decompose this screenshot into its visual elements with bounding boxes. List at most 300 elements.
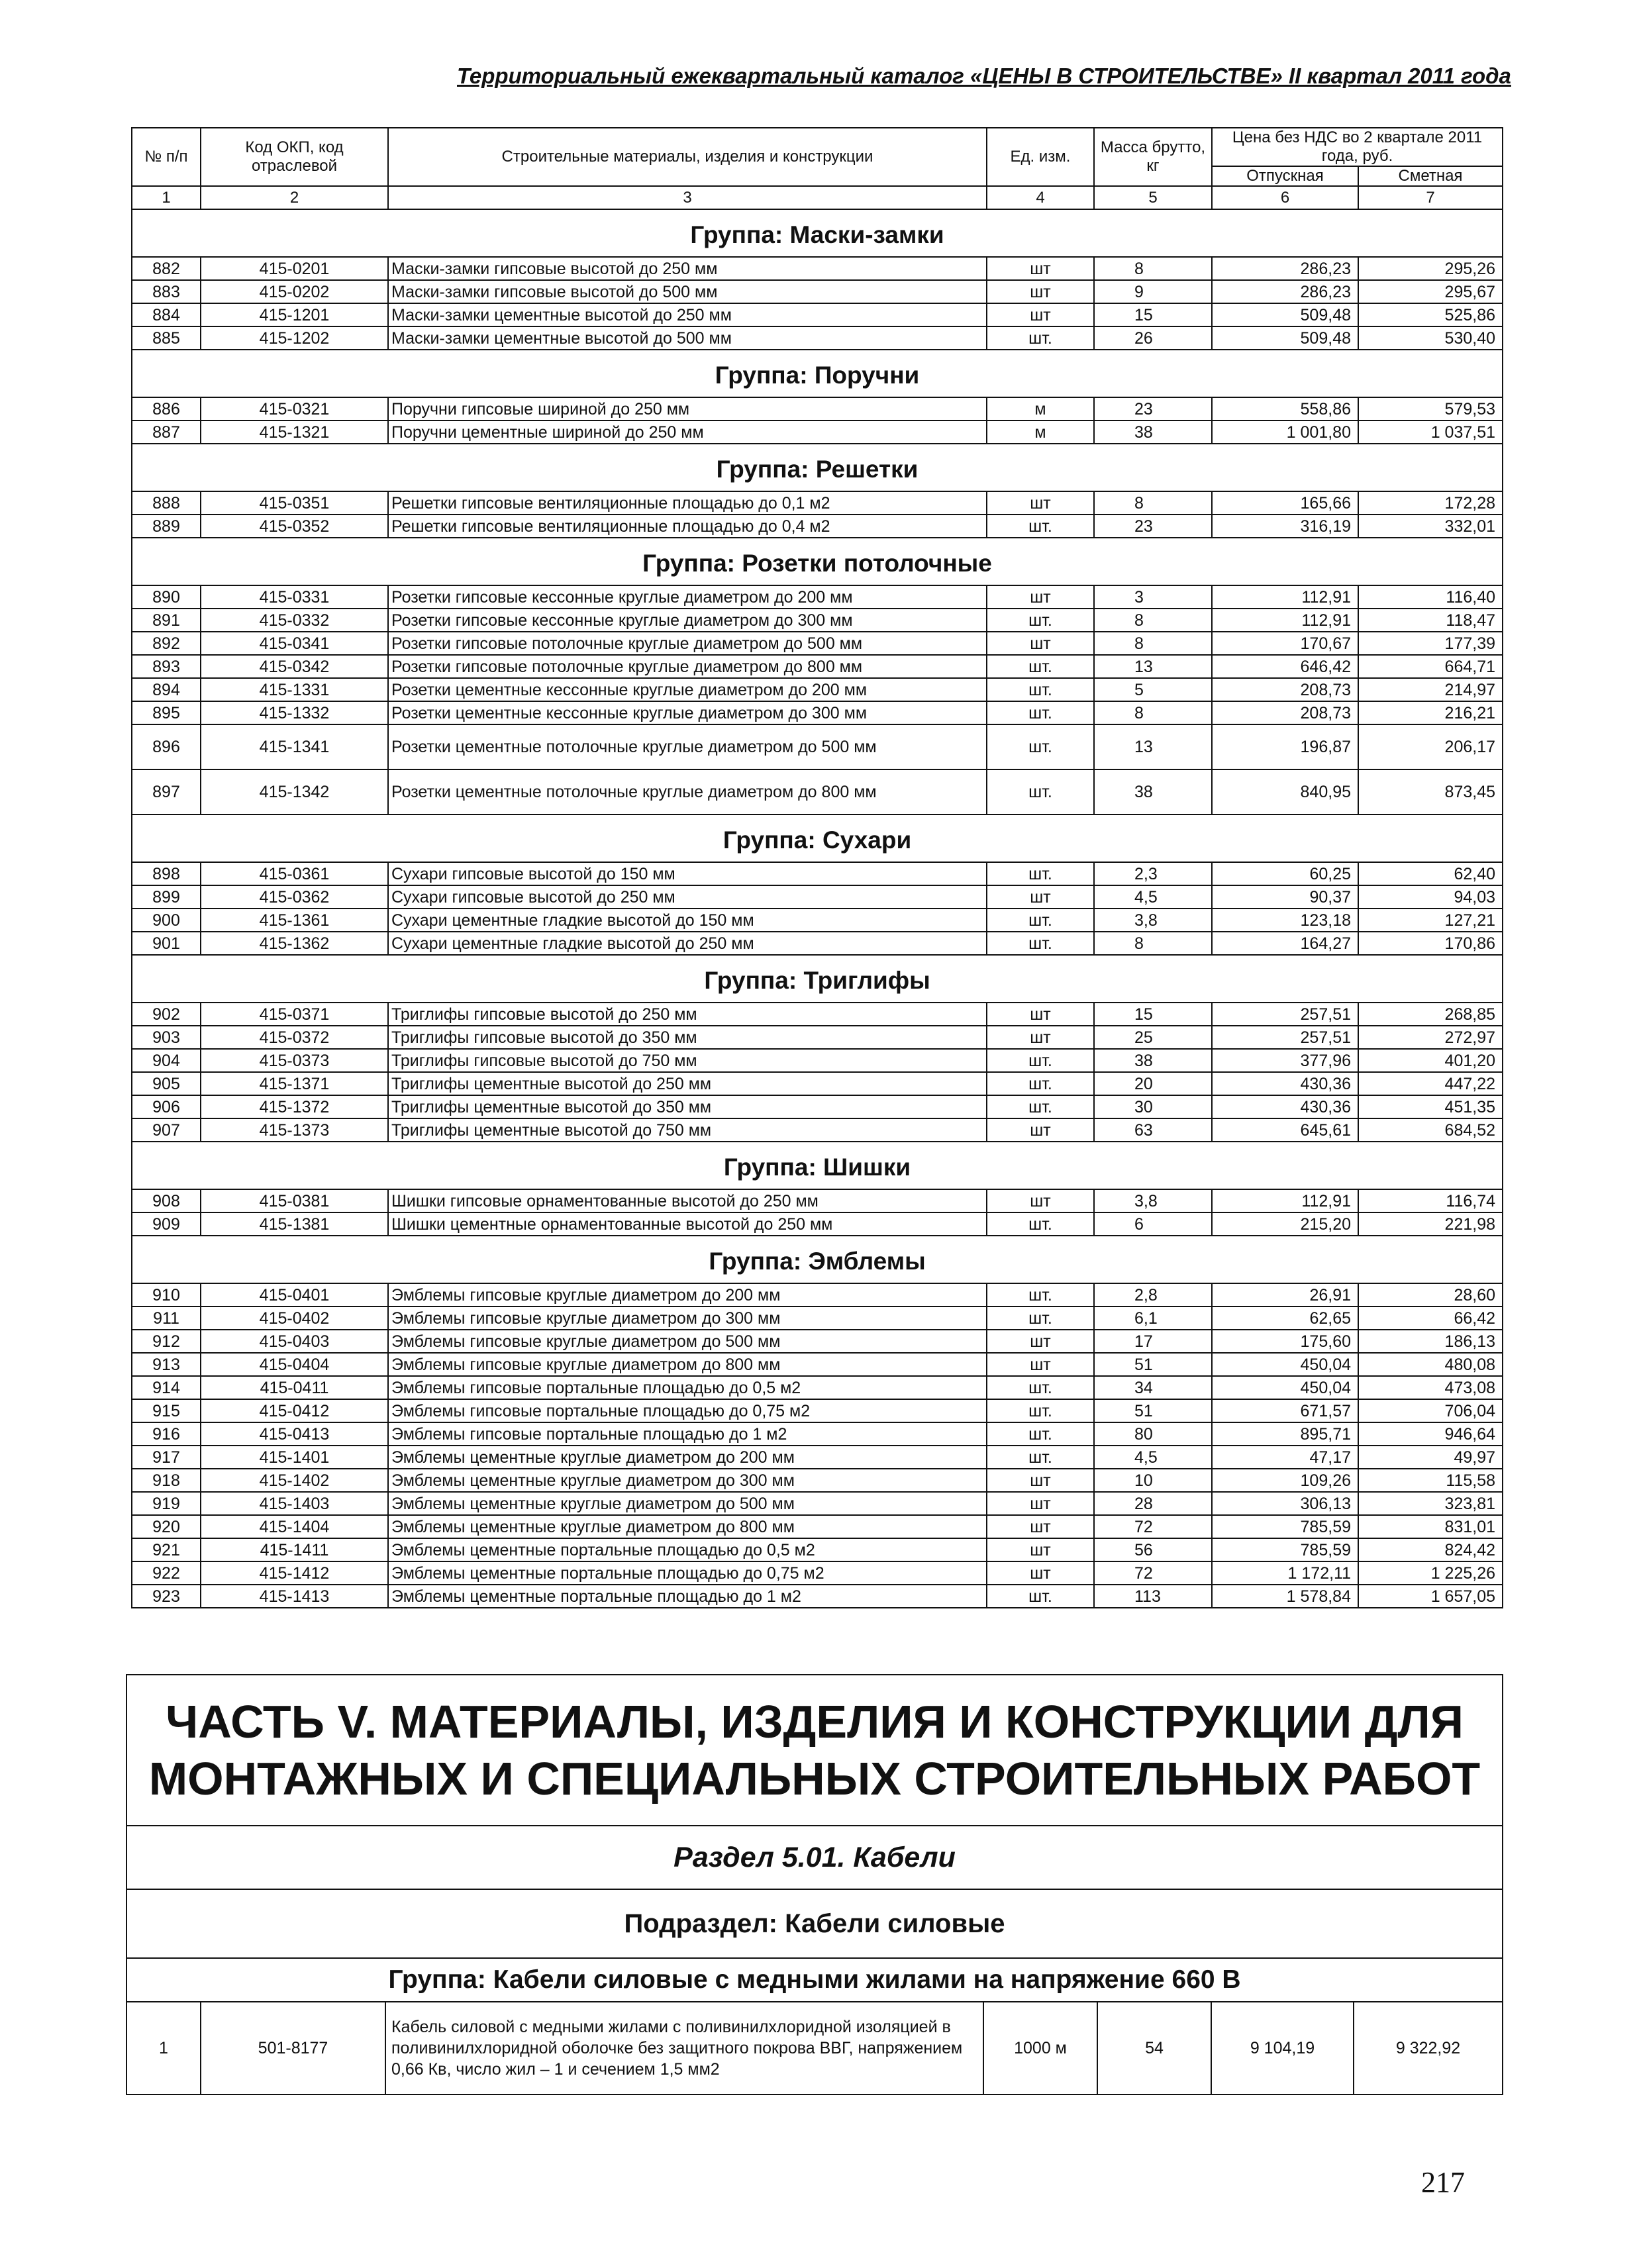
row-code: 415-0361	[201, 862, 388, 885]
row-unit: шт.	[987, 724, 1094, 769]
row-name: Розетки цементные кессонные круглые диаметром до 300 мм	[388, 701, 987, 724]
row-name: Триглифы цементные высотой до 750 мм	[388, 1118, 987, 1142]
row-name: Розетки гипсовые потолочные круглые диаметром до 500 мм	[388, 632, 987, 655]
table-row	[132, 632, 1503, 655]
table-row	[132, 585, 1503, 609]
row-mass: 25	[1094, 1026, 1212, 1049]
col-index: 1	[132, 186, 201, 209]
row-release-price: 509,48	[1212, 303, 1358, 326]
row-num: 884	[132, 303, 201, 326]
row-name: Шишки цементные орнаментованные высотой до 250 мм	[388, 1212, 987, 1236]
group-title: Группа: Сухари	[132, 814, 1503, 862]
col-num-header: № п/п	[132, 128, 201, 186]
row-name: Триглифы гипсовые высотой до 250 мм	[388, 1003, 987, 1026]
row-num: 905	[132, 1072, 201, 1095]
col-mass-header: Масса брутто, кг	[1094, 128, 1212, 186]
table-row	[132, 1095, 1503, 1118]
row-mass: 13	[1094, 724, 1212, 769]
row-num: 920	[132, 1515, 201, 1538]
row-release-price: 175,60	[1212, 1330, 1358, 1353]
row-release-price: 646,42	[1212, 655, 1358, 678]
table-header	[132, 128, 1503, 209]
row-name: Розетки гипсовые потолочные круглые диаметром до 800 мм	[388, 655, 987, 678]
row-name: Кабель силовой с медными жилами с поливинилхлоридной изоляцией в поливинилхлоридной оболочке без защитного покрова ВВГ, напряжением 0,66 Кв, число жил – 1 и сечением 1,5 мм2	[385, 2002, 983, 2095]
row-code: 415-0404	[201, 1353, 388, 1376]
row-mass: 5	[1094, 678, 1212, 701]
row-unit: шт.	[987, 1585, 1094, 1608]
row-code: 415-1372	[201, 1095, 388, 1118]
row-estimate-price: 116,74	[1358, 1189, 1503, 1212]
row-estimate-price: 447,22	[1358, 1072, 1503, 1095]
row-unit: шт	[987, 632, 1094, 655]
row-mass: 51	[1094, 1399, 1212, 1422]
row-estimate-price: 66,42	[1358, 1307, 1503, 1330]
row-name: Эмблемы гипсовые круглые диаметром до 800 мм	[388, 1353, 987, 1376]
table-row	[132, 932, 1503, 955]
row-estimate-price: 1 037,51	[1358, 420, 1503, 444]
row-mass: 10	[1094, 1469, 1212, 1492]
row-unit: шт	[987, 1026, 1094, 1049]
row-unit: шт.	[987, 1376, 1094, 1399]
row-code: 415-0342	[201, 655, 388, 678]
row-name: Эмблемы цементные портальные площадью до 0,75 м2	[388, 1561, 987, 1585]
table-row	[132, 1003, 1503, 1026]
row-release-price: 286,23	[1212, 280, 1358, 303]
row-estimate-price: 172,28	[1358, 491, 1503, 515]
row-mass: 51	[1094, 1353, 1212, 1376]
row-mass: 6	[1094, 1212, 1212, 1236]
row-num: 904	[132, 1049, 201, 1072]
row-code: 415-0411	[201, 1376, 388, 1399]
row-estimate-price: 664,71	[1358, 655, 1503, 678]
row-release-price: 558,86	[1212, 397, 1358, 420]
group-title: Группа: Шишки	[132, 1142, 1503, 1189]
row-num: 901	[132, 932, 201, 955]
row-name: Триглифы цементные высотой до 250 мм	[388, 1072, 987, 1095]
row-release-price: 109,26	[1212, 1469, 1358, 1492]
row-mass: 4,5	[1094, 885, 1212, 909]
row-num: 912	[132, 1330, 201, 1353]
row-name: Эмблемы цементные круглые диаметром до 200 мм	[388, 1446, 987, 1469]
section-title: Раздел 5.01. Кабели	[126, 1826, 1503, 1889]
row-mass: 9	[1094, 280, 1212, 303]
col-release-header: Отпускная	[1212, 166, 1358, 186]
row-num: 886	[132, 397, 201, 420]
group-title: Группа: Триглифы	[132, 955, 1503, 1003]
row-code: 415-1404	[201, 1515, 388, 1538]
row-estimate-price: 824,42	[1358, 1538, 1503, 1561]
row-name: Розетки цементные потолочные круглые диаметром до 500 мм	[388, 724, 987, 769]
row-num: 887	[132, 420, 201, 444]
table-row	[132, 303, 1503, 326]
row-mass: 23	[1094, 515, 1212, 538]
row-mass: 30	[1094, 1095, 1212, 1118]
row-unit: шт.	[987, 1072, 1094, 1095]
row-release-price: 208,73	[1212, 701, 1358, 724]
table-row	[132, 678, 1503, 701]
row-code: 415-1331	[201, 678, 388, 701]
row-mass: 34	[1094, 1376, 1212, 1399]
row-unit: шт.	[987, 1212, 1094, 1236]
row-code: 415-0332	[201, 609, 388, 632]
table-row	[132, 1118, 1503, 1142]
row-unit: м	[987, 397, 1094, 420]
row-code: 415-1402	[201, 1469, 388, 1492]
row-code: 415-0202	[201, 280, 388, 303]
row-name: Шишки гипсовые орнаментованные высотой до 250 мм	[388, 1189, 987, 1212]
row-unit: шт	[987, 303, 1094, 326]
col-index: 7	[1358, 186, 1503, 209]
col-estimate-header: Сметная	[1358, 166, 1503, 186]
row-code: 415-0413	[201, 1422, 388, 1446]
row-release-price: 257,51	[1212, 1026, 1358, 1049]
row-release-price: 509,48	[1212, 326, 1358, 350]
row-name: Маски-замки цементные высотой до 250 мм	[388, 303, 987, 326]
row-unit: шт	[987, 1189, 1094, 1212]
table-row	[132, 1585, 1503, 1608]
row-release-price: 1 578,84	[1212, 1585, 1358, 1608]
table-row	[132, 655, 1503, 678]
row-release-price: 112,91	[1212, 609, 1358, 632]
row-estimate-price: 401,20	[1358, 1049, 1503, 1072]
row-num: 896	[132, 724, 201, 769]
row-name: Эмблемы гипсовые круглые диаметром до 500 мм	[388, 1330, 987, 1353]
row-unit: шт	[987, 885, 1094, 909]
row-estimate-price: 221,98	[1358, 1212, 1503, 1236]
row-name: Триглифы цементные высотой до 350 мм	[388, 1095, 987, 1118]
row-code: 415-1411	[201, 1538, 388, 1561]
table-row	[132, 280, 1503, 303]
row-release-price: 196,87	[1212, 724, 1358, 769]
row-mass: 38	[1094, 420, 1212, 444]
row-code: 415-1371	[201, 1072, 388, 1095]
table-row	[132, 1072, 1503, 1095]
row-name: Поручни гипсовые шириной до 250 мм	[388, 397, 987, 420]
row-num: 913	[132, 1353, 201, 1376]
table-row	[132, 1399, 1503, 1422]
row-estimate-price: 9 322,92	[1354, 2002, 1503, 2095]
row-unit: шт.	[987, 609, 1094, 632]
row-name: Сухари гипсовые высотой до 150 мм	[388, 862, 987, 885]
row-estimate-price: 127,21	[1358, 909, 1503, 932]
row-estimate-price: 332,01	[1358, 515, 1503, 538]
col-unit-header: Ед. изм.	[987, 128, 1094, 186]
row-mass: 56	[1094, 1538, 1212, 1561]
row-code: 415-1403	[201, 1492, 388, 1515]
row-mass: 13	[1094, 655, 1212, 678]
row-num: 899	[132, 885, 201, 909]
row-name: Маски-замки гипсовые высотой до 500 мм	[388, 280, 987, 303]
row-release-price: 90,37	[1212, 885, 1358, 909]
row-num: 900	[132, 909, 201, 932]
row-mass: 15	[1094, 1003, 1212, 1026]
catalog-header: Территориальный ежеквартальный каталог «ЦЕНЫ В СТРОИТЕЛЬСТВЕ» II квартал 2011 года	[457, 64, 1511, 88]
table-row	[132, 491, 1503, 515]
row-release-price: 430,36	[1212, 1095, 1358, 1118]
table-row	[132, 1353, 1503, 1376]
row-mass: 23	[1094, 397, 1212, 420]
row-code: 415-0381	[201, 1189, 388, 1212]
row-estimate-price: 268,85	[1358, 1003, 1503, 1026]
row-name: Маски-замки гипсовые высотой до 250 мм	[388, 257, 987, 280]
row-num: 908	[132, 1189, 201, 1212]
table-row	[132, 909, 1503, 932]
row-release-price: 1 001,80	[1212, 420, 1358, 444]
row-name: Сухари гипсовые высотой до 250 мм	[388, 885, 987, 909]
row-release-price: 450,04	[1212, 1353, 1358, 1376]
row-name: Розетки гипсовые кессонные круглые диаметром до 300 мм	[388, 609, 987, 632]
col-code-header: Код ОКП, код отраслевой	[201, 128, 388, 186]
row-estimate-price: 49,97	[1358, 1446, 1503, 1469]
col-index: 6	[1212, 186, 1358, 209]
row-mass: 8	[1094, 257, 1212, 280]
col-index: 5	[1094, 186, 1212, 209]
row-num: 922	[132, 1561, 201, 1585]
row-unit: шт.	[987, 655, 1094, 678]
col-index: 3	[388, 186, 987, 209]
table-row	[132, 1026, 1503, 1049]
row-unit: шт.	[987, 1446, 1094, 1469]
table-row	[132, 701, 1503, 724]
row-estimate-price: 684,52	[1358, 1118, 1503, 1142]
row-estimate-price: 706,04	[1358, 1399, 1503, 1422]
row-num: 893	[132, 655, 201, 678]
table-row	[132, 1330, 1503, 1353]
table-row	[132, 769, 1503, 814]
row-estimate-price: 28,60	[1358, 1283, 1503, 1307]
row-release-price: 165,66	[1212, 491, 1358, 515]
row-mass: 3,8	[1094, 1189, 1212, 1212]
row-mass: 54	[1097, 2002, 1211, 2095]
row-estimate-price: 473,08	[1358, 1376, 1503, 1399]
row-estimate-price: 1 225,26	[1358, 1561, 1503, 1585]
row-release-price: 60,25	[1212, 862, 1358, 885]
row-mass: 38	[1094, 769, 1212, 814]
table-row	[132, 397, 1503, 420]
row-unit: шт.	[987, 1095, 1094, 1118]
row-name: Поручни цементные шириной до 250 мм	[388, 420, 987, 444]
row-release-price: 316,19	[1212, 515, 1358, 538]
row-unit: шт.	[987, 1283, 1094, 1307]
row-release-price: 785,59	[1212, 1515, 1358, 1538]
row-code: 415-0341	[201, 632, 388, 655]
row-unit: шт	[987, 1492, 1094, 1515]
row-code: 415-1201	[201, 303, 388, 326]
row-code: 415-0371	[201, 1003, 388, 1026]
row-unit: шт	[987, 1469, 1094, 1492]
row-mass: 3,8	[1094, 909, 1212, 932]
row-estimate-price: 216,21	[1358, 701, 1503, 724]
row-num: 897	[132, 769, 201, 814]
row-num: 889	[132, 515, 201, 538]
table-row	[132, 1283, 1503, 1307]
row-name: Эмблемы цементные круглые диаметром до 300 мм	[388, 1469, 987, 1492]
row-num: 883	[132, 280, 201, 303]
row-estimate-price: 451,35	[1358, 1095, 1503, 1118]
row-mass: 63	[1094, 1118, 1212, 1142]
table-row	[132, 326, 1503, 350]
row-code: 415-1342	[201, 769, 388, 814]
row-unit: шт.	[987, 1399, 1094, 1422]
row-release-price: 9 104,19	[1211, 2002, 1354, 2095]
row-unit: шт.	[987, 932, 1094, 955]
row-mass: 8	[1094, 609, 1212, 632]
row-name: Маски-замки цементные высотой до 500 мм	[388, 326, 987, 350]
row-num: 911	[132, 1307, 201, 1330]
row-estimate-price: 118,47	[1358, 609, 1503, 632]
row-name: Эмблемы гипсовые круглые диаметром до 300 мм	[388, 1307, 987, 1330]
row-num: 921	[132, 1538, 201, 1561]
row-mass: 6,1	[1094, 1307, 1212, 1330]
row-unit: шт	[987, 1353, 1094, 1376]
row-release-price: 377,96	[1212, 1049, 1358, 1072]
row-mass: 80	[1094, 1422, 1212, 1446]
table-row	[132, 885, 1503, 909]
row-num: 910	[132, 1283, 201, 1307]
row-unit: шт.	[987, 1049, 1094, 1072]
row-unit: шт	[987, 1515, 1094, 1538]
page-number: 217	[1421, 2166, 1465, 2198]
row-num: 902	[132, 1003, 201, 1026]
row-unit: шт.	[987, 862, 1094, 885]
row-code: 501-8177	[201, 2002, 385, 2095]
row-release-price: 26,91	[1212, 1283, 1358, 1307]
table-row	[126, 2002, 1503, 2095]
row-name: Эмблемы цементные круглые диаметром до 800 мм	[388, 1515, 987, 1538]
row-estimate-price: 206,17	[1358, 724, 1503, 769]
row-estimate-price: 323,81	[1358, 1492, 1503, 1515]
row-code: 415-0403	[201, 1330, 388, 1353]
cable-group-title: Группа: Кабели силовые с медными жилами на напряжение 660 В	[126, 1958, 1503, 2002]
row-code: 415-1401	[201, 1446, 388, 1469]
row-estimate-price: 115,58	[1358, 1469, 1503, 1492]
row-num: 916	[132, 1422, 201, 1446]
row-code: 415-0321	[201, 397, 388, 420]
row-estimate-price: 177,39	[1358, 632, 1503, 655]
row-code: 415-1341	[201, 724, 388, 769]
row-unit: шт	[987, 1118, 1094, 1142]
subsection-title: Подраздел: Кабели силовые	[126, 1889, 1503, 1958]
table-row	[132, 1376, 1503, 1399]
row-code: 415-0352	[201, 515, 388, 538]
row-num: 919	[132, 1492, 201, 1515]
table-row	[132, 1538, 1503, 1561]
row-name: Эмблемы цементные портальные площадью до 1 м2	[388, 1585, 987, 1608]
row-estimate-price: 116,40	[1358, 585, 1503, 609]
row-mass: 15	[1094, 303, 1212, 326]
row-num: 895	[132, 701, 201, 724]
row-code: 415-1361	[201, 909, 388, 932]
table-row	[132, 1561, 1503, 1585]
row-mass: 26	[1094, 326, 1212, 350]
row-estimate-price: 579,53	[1358, 397, 1503, 420]
row-name: Розетки цементные кессонные круглые диаметром до 200 мм	[388, 678, 987, 701]
row-num: 906	[132, 1095, 201, 1118]
row-estimate-price: 480,08	[1358, 1353, 1503, 1376]
table-row	[132, 1492, 1503, 1515]
row-name: Сухари цементные гладкие высотой до 150 мм	[388, 909, 987, 932]
table-row	[132, 724, 1503, 769]
part-title: ЧАСТЬ V. МАТЕРИАЛЫ, ИЗДЕЛИЯ И КОНСТРУКЦИИ ДЛЯ МОНТАЖНЫХ И СПЕЦИАЛЬНЫХ СТРОИТЕЛЬНЫХ РАБОТ	[126, 1675, 1503, 1826]
row-estimate-price: 1 657,05	[1358, 1585, 1503, 1608]
row-code: 415-1412	[201, 1561, 388, 1585]
row-name: Решетки гипсовые вентиляционные площадью до 0,4 м2	[388, 515, 987, 538]
row-unit: м	[987, 420, 1094, 444]
row-mass: 2,3	[1094, 862, 1212, 885]
row-unit: шт	[987, 280, 1094, 303]
row-estimate-price: 170,86	[1358, 932, 1503, 955]
table-row	[132, 1189, 1503, 1212]
row-mass: 20	[1094, 1072, 1212, 1095]
row-mass: 8	[1094, 491, 1212, 515]
row-mass: 72	[1094, 1515, 1212, 1538]
row-release-price: 123,18	[1212, 909, 1358, 932]
row-num: 885	[132, 326, 201, 350]
table-row	[132, 609, 1503, 632]
row-release-price: 112,91	[1212, 1189, 1358, 1212]
part-section-table	[126, 1674, 1503, 2095]
row-unit: шт	[987, 1561, 1094, 1585]
row-release-price: 208,73	[1212, 678, 1358, 701]
row-release-price: 112,91	[1212, 585, 1358, 609]
row-name: Решетки гипсовые вентиляционные площадью до 0,1 м2	[388, 491, 987, 515]
row-num: 1	[126, 2002, 201, 2095]
row-estimate-price: 272,97	[1358, 1026, 1503, 1049]
table-row	[132, 862, 1503, 885]
row-code: 415-0372	[201, 1026, 388, 1049]
row-mass: 2,8	[1094, 1283, 1212, 1307]
group-title: Группа: Розетки потолочные	[132, 538, 1503, 585]
row-name: Розетки гипсовые кессонные круглые диаметром до 200 мм	[388, 585, 987, 609]
row-num: 882	[132, 257, 201, 280]
row-code: 415-0412	[201, 1399, 388, 1422]
row-mass: 113	[1094, 1585, 1212, 1608]
row-name: Эмблемы гипсовые портальные площадью до 0,5 м2	[388, 1376, 987, 1399]
row-unit: шт	[987, 257, 1094, 280]
row-unit: шт	[987, 491, 1094, 515]
col-price-header: Цена без НДС во 2 квартале 2011 года, руб.	[1212, 128, 1503, 166]
group-title: Группа: Решетки	[132, 444, 1503, 491]
table-row	[132, 420, 1503, 444]
row-mass: 8	[1094, 932, 1212, 955]
col-index: 2	[201, 186, 388, 209]
row-code: 415-1373	[201, 1118, 388, 1142]
row-mass: 8	[1094, 632, 1212, 655]
row-name: Сухари цементные гладкие высотой до 250 мм	[388, 932, 987, 955]
row-release-price: 645,61	[1212, 1118, 1358, 1142]
row-num: 892	[132, 632, 201, 655]
row-code: 415-1202	[201, 326, 388, 350]
row-release-price: 430,36	[1212, 1072, 1358, 1095]
row-release-price: 62,65	[1212, 1307, 1358, 1330]
row-release-price: 450,04	[1212, 1376, 1358, 1399]
row-code: 415-0362	[201, 885, 388, 909]
row-num: 898	[132, 862, 201, 885]
table-row	[132, 1469, 1503, 1492]
row-name: Эмблемы цементные портальные площадью до 0,5 м2	[388, 1538, 987, 1561]
table-row	[132, 1446, 1503, 1469]
row-unit: шт.	[987, 701, 1094, 724]
row-unit: 1000 м	[983, 2002, 1097, 2095]
row-unit: шт.	[987, 769, 1094, 814]
row-num: 918	[132, 1469, 201, 1492]
row-estimate-price: 525,86	[1358, 303, 1503, 326]
row-release-price: 785,59	[1212, 1538, 1358, 1561]
row-name: Эмблемы гипсовые круглые диаметром до 200 мм	[388, 1283, 987, 1307]
table-body	[132, 209, 1503, 1608]
row-code: 415-1321	[201, 420, 388, 444]
row-mass: 3	[1094, 585, 1212, 609]
